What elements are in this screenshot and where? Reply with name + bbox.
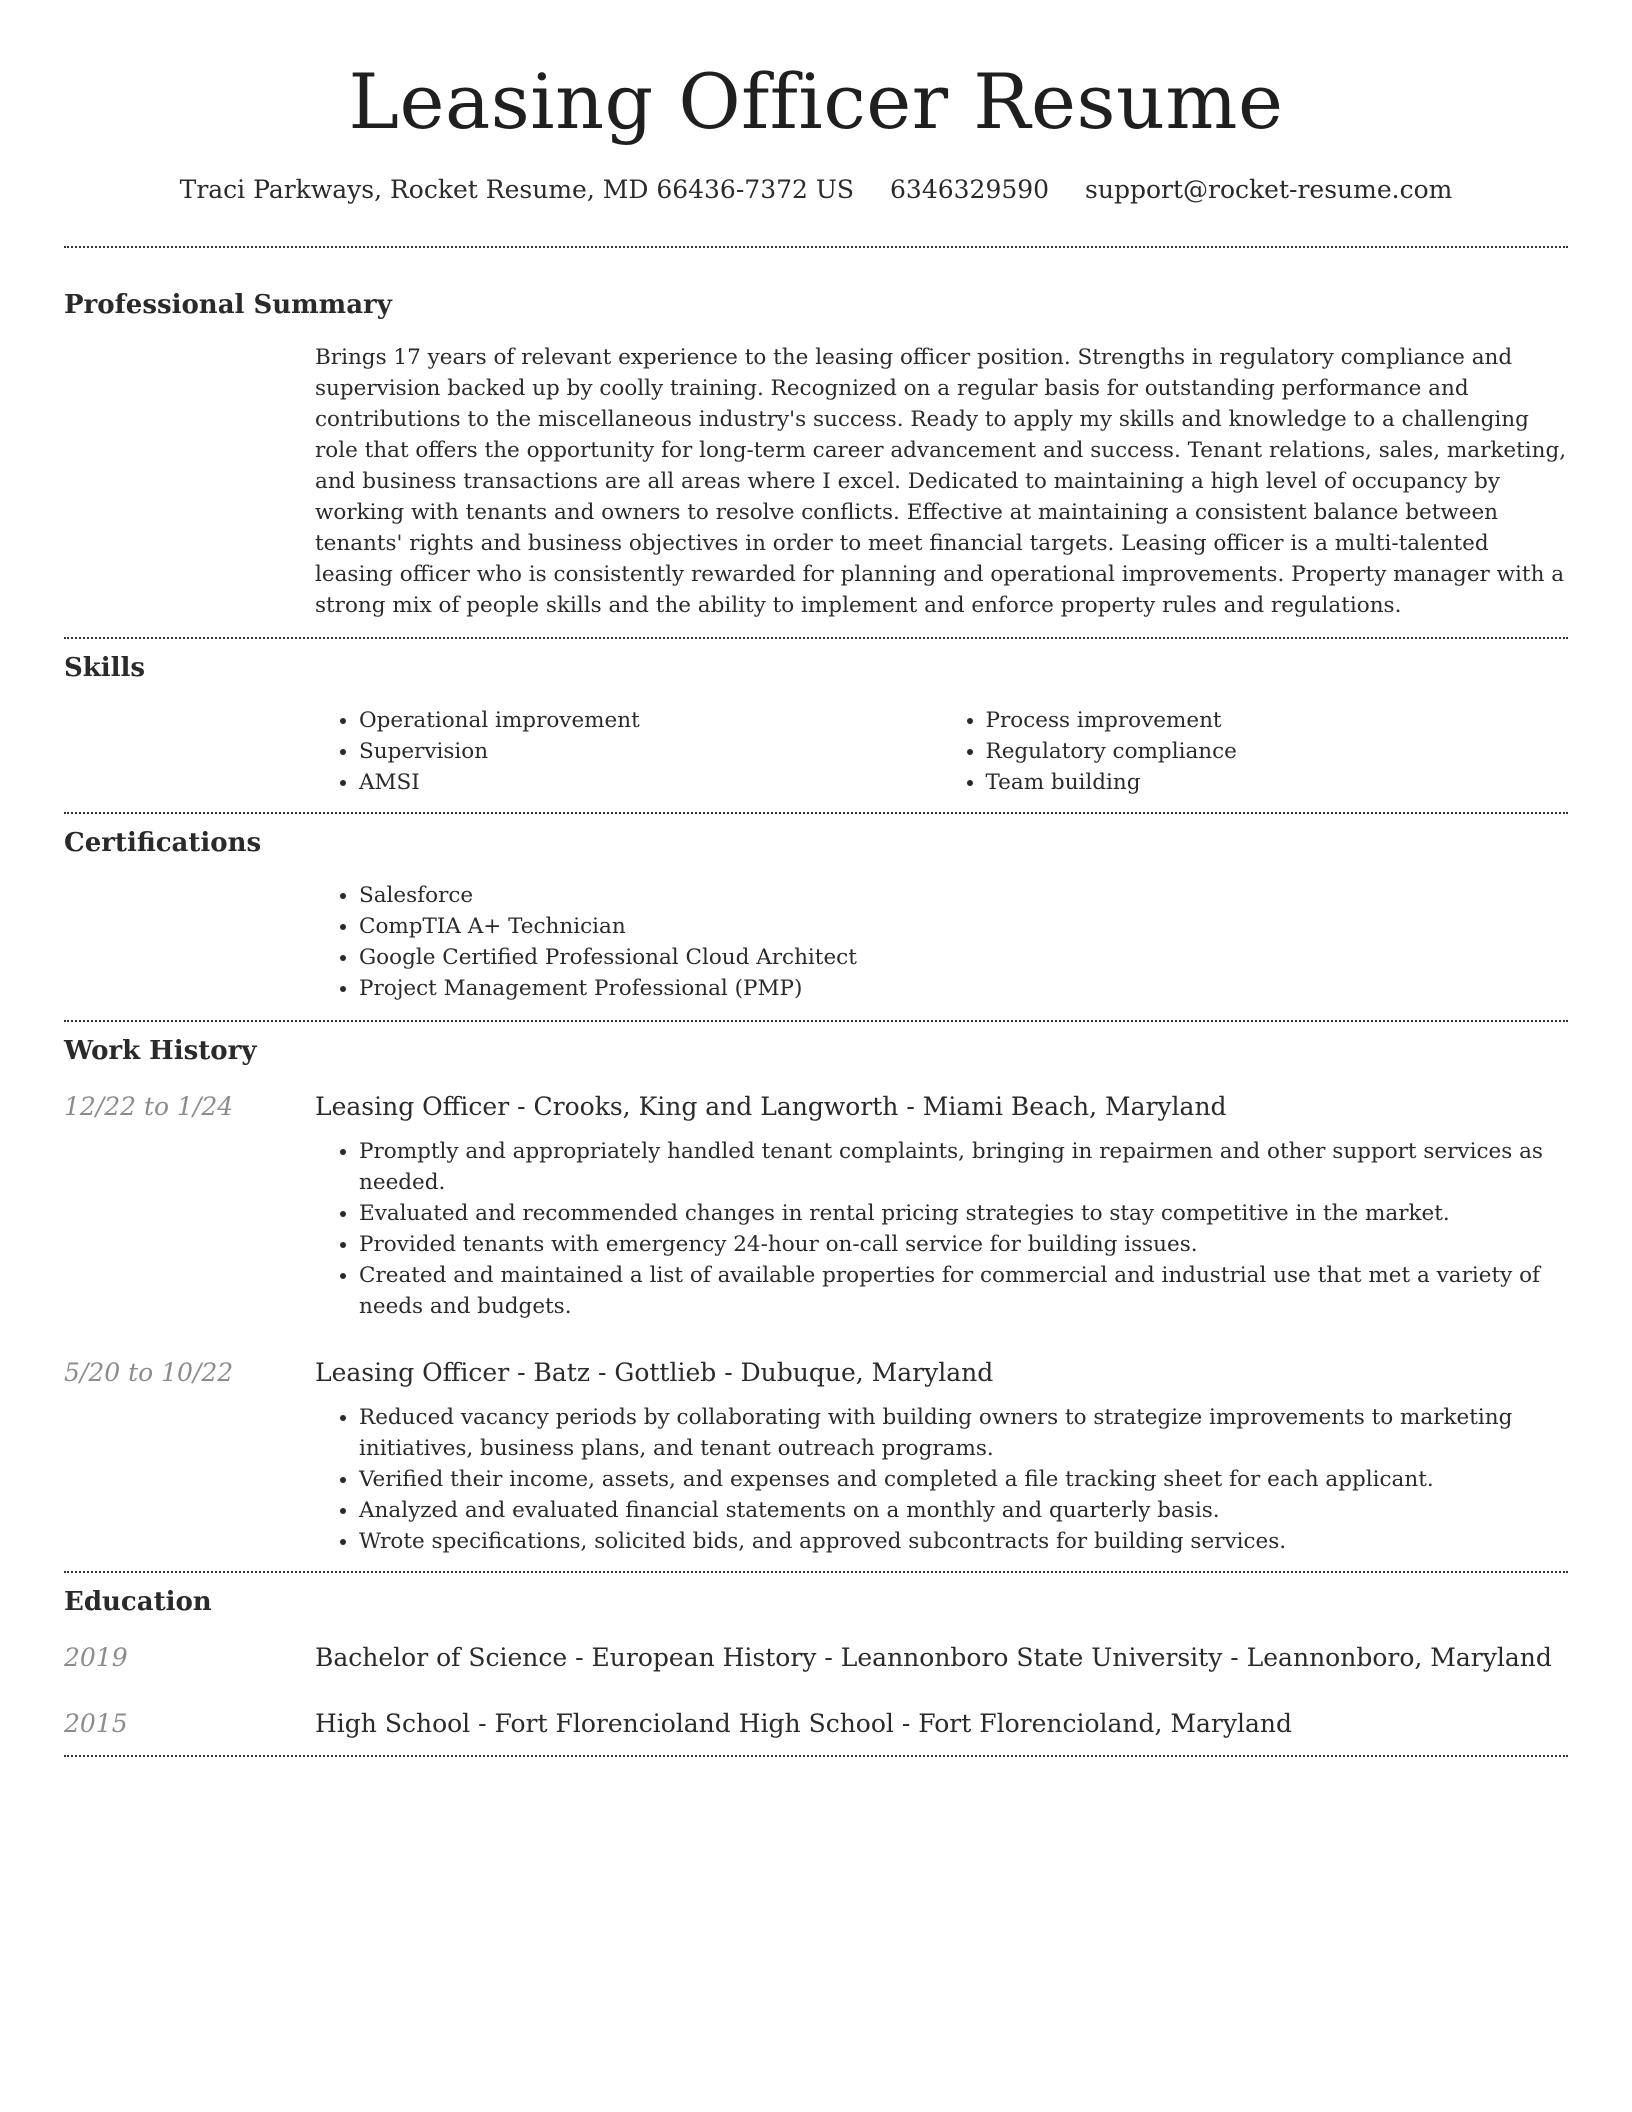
certification-item: • CompTIA A+ Technician xyxy=(359,911,1568,942)
certifications-section xyxy=(64,814,1568,1020)
job-bullet: • Evaluated and recommended changes in rental pricing strategies to stay competitive in the market. xyxy=(359,1198,1568,1229)
certification-item: • Project Management Professional (PMP) xyxy=(359,973,1568,1004)
job-bullets xyxy=(315,1402,1568,1557)
skill-item: • Process improvement xyxy=(986,705,1569,736)
job-bullet: • Provided tenants with emergency 24-hour on-call service for building issues. xyxy=(359,1229,1568,1260)
skill-item: • Regulatory compliance xyxy=(986,736,1569,767)
work-section xyxy=(64,1022,1568,1571)
job-entry xyxy=(64,1356,1568,1571)
contact-email: support@rocket-resume.com xyxy=(1085,175,1453,204)
work-heading: Work History xyxy=(64,1036,257,1066)
education-title: High School - Fort Florencioland High School - Fort Florencioland, Maryland xyxy=(315,1709,1292,1738)
job-bullets xyxy=(315,1136,1568,1322)
certification-item: • Google Certified Professional Cloud Architect xyxy=(359,942,1568,973)
divider xyxy=(64,1755,1568,1757)
certifications-list xyxy=(315,880,1568,1004)
job-bullet: • Analyzed and evaluated financial statements on a monthly and quarterly basis. xyxy=(359,1495,1568,1526)
education-section xyxy=(64,1573,1568,1755)
education-entry xyxy=(64,1707,1568,1741)
education-date: 2019 xyxy=(64,1643,128,1672)
job-bullet: • Created and maintained a list of available properties for commercial and industrial use that met a variety of needs and budgets. xyxy=(359,1260,1568,1322)
certifications-list-wrap xyxy=(315,880,1568,1020)
job-date: 12/22 to 1/24 xyxy=(64,1092,234,1121)
contact-address: Traci Parkways, Rocket Resume, MD 66436-7372 US xyxy=(179,175,855,204)
job-title: Leasing Officer - Batz - Gottlieb - Dubuque, Maryland xyxy=(315,1358,994,1387)
education-entry xyxy=(64,1641,1568,1675)
contact-phone: 6346329590 xyxy=(890,175,1050,204)
skills-heading: Skills xyxy=(64,653,146,683)
contact-line xyxy=(64,174,1568,206)
education-date: 2015 xyxy=(64,1709,128,1738)
skills-list-right xyxy=(942,705,1569,798)
summary-text: Brings 17 years of relevant experience to the leasing officer position. Strengths in regulatory compliance and supervision backed up by coolly training. Recognized on a regular basis for outstanding performance and contributions to the miscellaneous industry's success. Ready to apply my skills and knowledge to a challenging role that offers the opportunity for long-term career advancement and success. Tenant relations, sales, marketing, and business transactions are all areas where I excel. Dedicated to maintaining a high level of occupancy by working with tenants and owners to resolve conflicts. Effective at maintaining a consistent balance between tenants' rights and business objectives in order to meet financial targets. Leasing officer is a multi-talented leasing officer who is consistently rewarded for planning and operational improvements. Property manager with a strong mix of people skills and the ability to implement and enforce property rules and regulations. xyxy=(315,345,1567,618)
certification-item: • Salesforce xyxy=(359,880,1568,911)
skill-item: • AMSI xyxy=(359,767,942,798)
summary-section xyxy=(64,248,1568,637)
job-bullet: • Promptly and appropriately handled tenant complaints, bringing in repairmen and other support services as needed. xyxy=(359,1136,1568,1198)
resume-title: Leasing Officer Resume xyxy=(348,57,1284,146)
skills-list-left xyxy=(315,705,942,798)
job-body xyxy=(315,1356,1568,1557)
summary-heading: Professional Summary xyxy=(64,290,392,320)
job-title: Leasing Officer - Crooks, King and Langworth - Miami Beach, Maryland xyxy=(315,1092,1227,1121)
education-title: Bachelor of Science - European History - Leannonboro State University - Leannonboro, Maryland xyxy=(315,1643,1552,1672)
job-bullet: • Reduced vacancy periods by collaborating with building owners to strategize improvements to marketing initiatives, business plans, and tenant outreach programs. xyxy=(359,1402,1568,1464)
job-date: 5/20 to 10/22 xyxy=(64,1358,234,1387)
certifications-heading: Certifications xyxy=(64,828,262,858)
job-body xyxy=(315,1090,1568,1322)
job-bullet: • Verified their income, assets, and expenses and completed a file tracking sheet for each applicant. xyxy=(359,1464,1568,1495)
skills-section xyxy=(64,639,1568,812)
education-heading: Education xyxy=(64,1587,212,1617)
skill-item: • Team building xyxy=(986,767,1569,798)
job-bullet: • Wrote specifications, solicited bids, and approved subcontracts for building services. xyxy=(359,1526,1568,1557)
job-entry xyxy=(64,1090,1568,1322)
skill-item: • Operational improvement xyxy=(359,705,942,736)
skill-item: • Supervision xyxy=(359,736,942,767)
skills-grid xyxy=(315,705,1568,812)
